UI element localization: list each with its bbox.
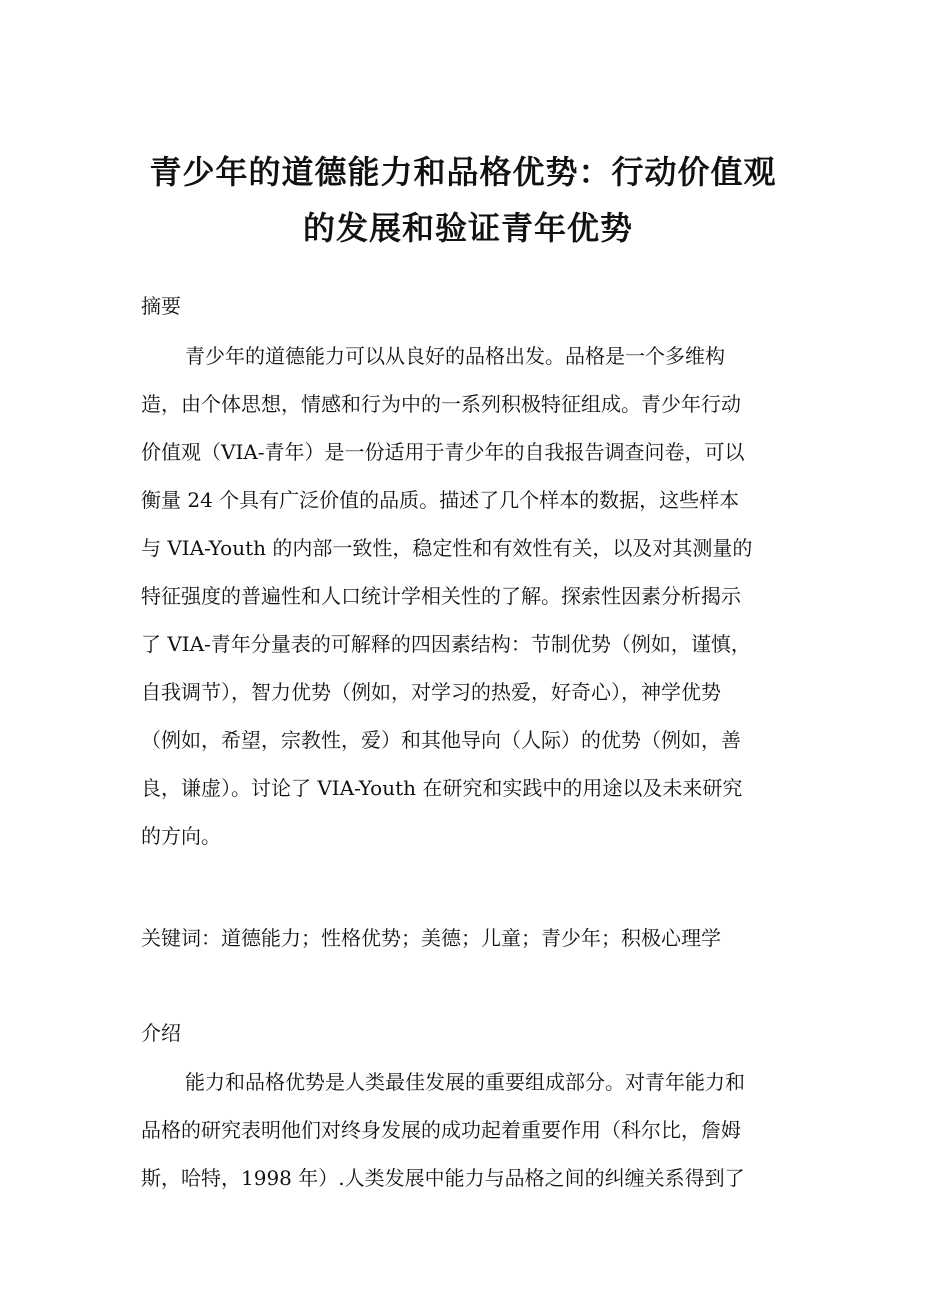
abstract-line: 衡量 24 个具有广泛价值的品质。描述了几个样本的数据，这些样本: [141, 488, 740, 512]
document-title: [120, 144, 806, 256]
abstract-heading: 摘要: [141, 294, 181, 318]
introduction-heading: 介绍: [141, 1021, 181, 1045]
title-line-2: 的发展和验证青年优势: [302, 209, 633, 247]
abstract-line: （例如，希望，宗教性，爱）和其他导向（人际）的优势（例如，善: [141, 728, 741, 752]
abstract-line: 了 VIA-青年分量表的可解释的四因素结构：节制优势（例如，谨慎，: [141, 632, 751, 656]
abstract-paragraph: [141, 332, 791, 860]
introduction-line: 能力和品格优势是人类最佳发展的重要组成部分。对青年能力和: [185, 1070, 745, 1094]
abstract-line: 价值观（VIA-青年）是一份适用于青少年的自我报告调查问卷，可以: [141, 440, 745, 464]
abstract-line: 青少年的道德能力可以从良好的品格出发。品格是一个多维构: [185, 344, 725, 368]
introduction-line: 斯，哈特，1998 年）.人类发展中能力与品格之间的纠缠关系得到了: [141, 1166, 745, 1190]
title-line-1: 青少年的道德能力和品格优势：行动价值观: [149, 153, 777, 191]
keywords: 关键词：道德能力；性格优势；美德；儿童；青少年；积极心理学: [141, 926, 721, 950]
introduction-paragraph: [141, 1058, 791, 1202]
abstract-line: 的方向。: [141, 824, 221, 848]
introduction-line: 品格的研究表明他们对终身发展的成功起着重要作用（科尔比，詹姆: [141, 1118, 741, 1142]
abstract-line: 造，由个体思想，情感和行为中的一系列积极特征组成。青少年行动: [141, 392, 741, 416]
abstract-line: 自我调节），智力优势（例如，对学习的热爱，好奇心），神学优势: [141, 680, 721, 704]
abstract-line: 良，谦虚）。讨论了 VIA-Youth 在研究和实践中的用途以及未来研究: [141, 776, 743, 800]
abstract-line: 与 VIA-Youth 的内部一致性，稳定性和有效性有关，以及对其测量的: [141, 536, 753, 560]
abstract-line: 特征强度的普遍性和人口统计学相关性的了解。探索性因素分析揭示: [141, 584, 741, 608]
